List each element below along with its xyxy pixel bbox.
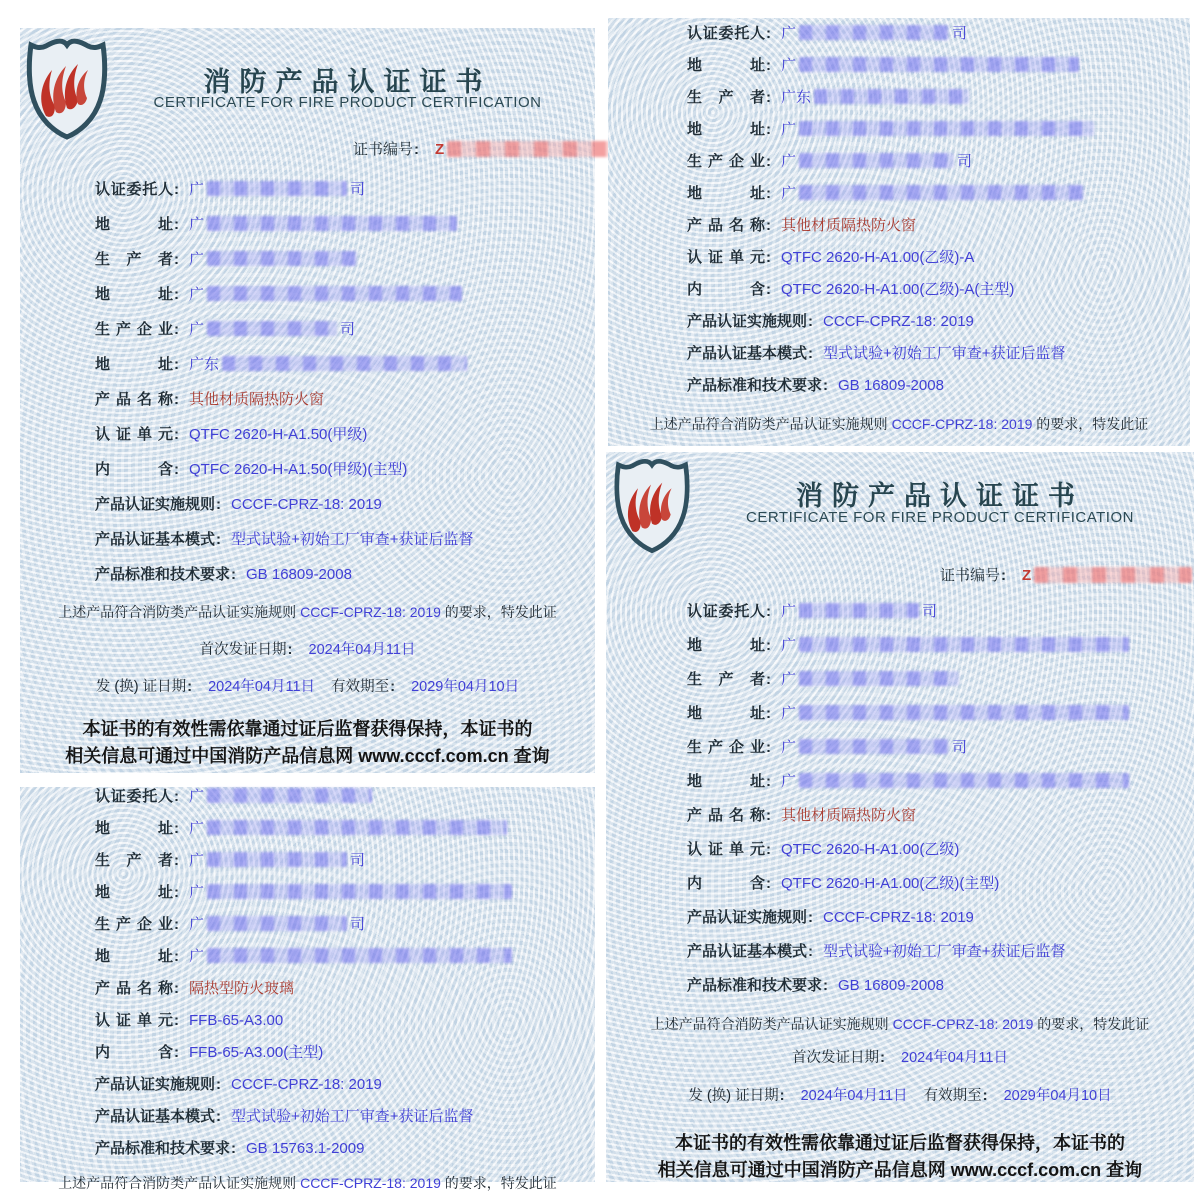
redacted-value-bar	[207, 820, 507, 835]
redacted-value-bar	[799, 671, 959, 686]
certificate-number-prefix: Z	[1022, 567, 1032, 584]
field-row	[95, 1011, 589, 1043]
redacted-value-prefix: 广	[189, 216, 205, 233]
field-row	[687, 152, 1184, 184]
colon: :	[216, 1076, 222, 1093]
footer-line-1: 本证书的有效性需依靠通过证后监督获得保持，本证书的	[82, 719, 533, 739]
certificate-footer	[20, 716, 595, 770]
reissue-date: 2024年04月11日	[800, 1088, 908, 1104]
colon: :	[766, 875, 771, 892]
redacted-value-bar	[799, 185, 1084, 200]
field-value: QTFC 2620-H-A1.00(乙级)	[781, 841, 960, 858]
redacted-value-bar	[799, 705, 1129, 720]
field-row	[687, 184, 1184, 216]
field-row	[687, 376, 1184, 408]
colon: :	[174, 852, 179, 869]
redacted-value-bar	[207, 948, 512, 963]
statement-rule: CCCF-CPRZ-18: 2019	[891, 416, 1033, 432]
field-label: 产品认证实施规则	[687, 313, 808, 330]
redacted-value-bar	[799, 25, 949, 40]
field-row	[687, 636, 1188, 670]
statement-post: 的要求，特发此证	[444, 1175, 557, 1191]
first-issue-label: 首次发证日期	[199, 642, 287, 658]
footer-line-1: 本证书的有效性需依靠通过证后监督获得保持，本证书的	[675, 1133, 1125, 1153]
field-value: 其他材质隔热防火窗	[781, 807, 917, 824]
colon: :	[174, 916, 179, 933]
field-row	[687, 120, 1184, 152]
redacted-value-prefix: 广	[189, 852, 205, 869]
colon: :	[766, 57, 771, 74]
certificate-bottom-right	[606, 452, 1194, 1182]
colon: :	[766, 25, 771, 42]
compliance-statement	[608, 414, 1190, 434]
field-row	[687, 942, 1188, 976]
field-label: 认证委托人	[687, 25, 765, 42]
footer-line-2: 相关信息可通过中国消防产品信息网 www.cccf.com.cn 查询	[65, 746, 550, 766]
field-row	[95, 1139, 589, 1171]
certificate-number-label: 证书编号	[353, 141, 414, 158]
redacted-certificate-number	[1034, 567, 1192, 583]
field-label: 认证单元	[95, 426, 173, 443]
colon: :	[174, 391, 179, 408]
field-row	[95, 425, 589, 460]
redacted-value-prefix: 广	[781, 739, 797, 756]
field-label: 产品名称	[95, 980, 173, 997]
redacted-value-bar	[207, 251, 357, 266]
field-row	[95, 565, 589, 600]
colon: :	[174, 286, 179, 303]
field-value: CCCF-CPRZ-18: 2019	[231, 1076, 382, 1093]
field-list	[95, 180, 589, 600]
field-row	[95, 285, 589, 320]
field-label: 认证单元	[687, 841, 765, 858]
certificate-number-label: 证书编号	[940, 567, 1001, 584]
colon: :	[766, 671, 771, 688]
colon: :	[779, 1087, 785, 1104]
field-value: 其他材质隔热防火窗	[781, 217, 917, 234]
field-label: 内含	[687, 875, 765, 892]
colon: :	[766, 281, 771, 298]
field-label: 产品名称	[687, 217, 765, 234]
field-label: 地址	[687, 705, 765, 722]
certificate-title: 消防产品认证证书	[796, 481, 1084, 511]
statement-pre: 上述产品符合消防类产品认证实施规则	[650, 1016, 889, 1032]
reissue-label: 发 (换) 证日期	[95, 679, 187, 695]
field-value: QTFC 2620-H-A1.50(甲级)(主型)	[189, 461, 408, 478]
compliance-statement	[20, 1173, 595, 1193]
colon: :	[231, 566, 237, 583]
colon: :	[766, 807, 771, 824]
field-label: 产品认证基本模式	[95, 1108, 216, 1125]
field-value: CCCF-CPRZ-18: 2019	[823, 313, 974, 330]
colon: :	[174, 980, 179, 997]
field-label: 地址	[95, 216, 173, 233]
redacted-value-prefix: 广	[189, 948, 205, 965]
colon: :	[216, 1108, 222, 1125]
redacted-value-prefix: 广	[189, 321, 205, 338]
redacted-value-prefix: 广	[781, 637, 797, 654]
field-value: 型式试验+初始工厂审查+获证后监督	[231, 531, 474, 548]
certificate-footer	[606, 1130, 1194, 1184]
redacted-value-bar	[207, 181, 347, 196]
statement-post: 的要求，特发此证	[1036, 416, 1149, 432]
compliance-statement	[20, 602, 595, 622]
redacted-value-bar	[207, 788, 372, 803]
colon: :	[216, 496, 222, 513]
redacted-value-suffix: 司	[952, 25, 968, 42]
field-label: 地址	[687, 773, 765, 790]
certificate-subtitle: CERTIFICATE FOR FIRE PRODUCT CERTIFICATION	[746, 509, 1134, 526]
colon: :	[1001, 567, 1007, 584]
colon: :	[766, 249, 771, 266]
field-label: 认证委托人	[95, 788, 173, 805]
field-row	[95, 1043, 589, 1075]
field-value: QTFC 2620-H-A1.00(乙级)-A	[781, 249, 975, 266]
colon: :	[174, 321, 179, 338]
colon: :	[766, 739, 771, 756]
colon: :	[808, 909, 814, 926]
field-label: 产品名称	[687, 807, 765, 824]
field-label: 生产企业	[687, 739, 765, 756]
redacted-value-bar	[207, 321, 337, 336]
redacted-value-suffix: 司	[340, 321, 356, 338]
field-label: 内含	[95, 461, 173, 478]
redacted-value-suffix: 司	[350, 852, 366, 869]
field-value: CCCF-CPRZ-18: 2019	[823, 909, 974, 926]
field-label: 认证单元	[687, 249, 765, 266]
field-value: FFB-65-A3.00	[189, 1012, 284, 1029]
colon: :	[174, 426, 179, 443]
redacted-value-prefix: 广	[189, 181, 205, 198]
field-row	[687, 976, 1188, 1010]
certificate-number-line	[353, 138, 615, 159]
field-row	[687, 806, 1188, 840]
first-issue-dateline	[606, 1046, 1194, 1067]
statement-pre: 上述产品符合消防类产品认证实施规则	[58, 604, 297, 620]
field-row	[95, 915, 589, 947]
field-label: 产品认证基本模式	[95, 531, 216, 548]
field-row	[687, 88, 1184, 120]
field-value: QTFC 2620-H-A1.50(甲级)	[189, 426, 368, 443]
field-label: 地址	[95, 884, 173, 901]
field-value: GB 16809-2008	[838, 377, 944, 394]
redacted-value-prefix: 广	[781, 603, 797, 620]
field-row	[95, 320, 589, 355]
field-row	[95, 1107, 589, 1139]
redacted-certificate-number	[447, 141, 612, 157]
colon: :	[766, 637, 771, 654]
certificate-number-line	[940, 564, 1195, 585]
certificate-subtitle: CERTIFICATE FOR FIRE PRODUCT CERTIFICATION	[153, 94, 542, 111]
redacted-value-prefix: 广东	[189, 356, 220, 373]
field-list	[95, 787, 589, 1171]
colon: :	[823, 977, 829, 994]
field-row	[95, 947, 589, 979]
redacted-value-bar	[799, 153, 954, 168]
redacted-value-bar	[207, 286, 462, 301]
field-label: 生产者	[687, 671, 765, 688]
redacted-value-prefix: 广	[781, 705, 797, 722]
redacted-value-bar	[799, 603, 919, 618]
field-label: 产品认证实施规则	[95, 496, 216, 513]
field-label: 地址	[95, 356, 173, 373]
colon: :	[766, 153, 771, 170]
field-label: 产品标准和技术要求	[95, 1140, 231, 1157]
field-row	[687, 670, 1188, 704]
field-row	[95, 787, 589, 819]
field-row	[95, 530, 589, 565]
field-row	[95, 460, 589, 495]
redacted-value-prefix: 广	[189, 820, 205, 837]
field-row	[687, 216, 1184, 248]
reissue-dateline	[20, 675, 595, 696]
field-row	[95, 390, 589, 425]
colon: :	[766, 185, 771, 202]
certificate-top-right	[608, 18, 1190, 446]
colon: :	[231, 1140, 237, 1157]
field-row	[95, 250, 589, 285]
redacted-value-prefix: 广	[781, 153, 797, 170]
field-row	[687, 738, 1188, 772]
colon: :	[766, 841, 771, 858]
colon: :	[766, 217, 771, 234]
field-label: 地址	[687, 637, 765, 654]
certificate-bottom-left	[20, 787, 595, 1191]
field-row	[95, 1075, 589, 1107]
field-value: 型式试验+初始工厂审查+获证后监督	[823, 943, 1066, 960]
field-label: 产品认证实施规则	[687, 909, 808, 926]
redacted-value-bar	[207, 916, 347, 931]
field-label: 生产者	[95, 251, 173, 268]
redacted-value-prefix: 广	[781, 773, 797, 790]
redacted-value-bar	[799, 739, 949, 754]
colon: :	[808, 345, 814, 362]
field-row	[687, 24, 1184, 56]
field-label: 认证单元	[95, 1012, 173, 1029]
field-row	[687, 280, 1184, 312]
field-label: 地址	[687, 121, 765, 138]
valid-until-date: 2029年04月10日	[1003, 1088, 1112, 1104]
field-label: 生产企业	[95, 916, 173, 933]
colon: :	[187, 678, 193, 695]
field-row	[687, 908, 1188, 942]
field-value: QTFC 2620-H-A1.00(乙级)(主型)	[781, 875, 1000, 892]
colon: :	[982, 1087, 988, 1104]
field-label: 内含	[95, 1044, 173, 1061]
redacted-value-bar	[814, 89, 969, 104]
redacted-value-suffix: 司	[957, 153, 973, 170]
redacted-value-prefix: 广	[781, 185, 797, 202]
colon: :	[174, 216, 179, 233]
field-label: 产品标准和技术要求	[95, 566, 231, 583]
field-label: 地址	[95, 286, 173, 303]
field-row	[687, 840, 1188, 874]
certificate-number-prefix: Z	[435, 141, 445, 158]
colon: :	[766, 89, 771, 106]
valid-until-date: 2029年04月10日	[411, 679, 520, 695]
field-row	[687, 56, 1184, 88]
redacted-value-prefix: 广	[189, 884, 205, 901]
redacted-value-suffix: 司	[952, 739, 968, 756]
certificate-top-left	[20, 28, 595, 773]
statement-pre: 上述产品符合消防类产品认证实施规则	[58, 1175, 297, 1191]
field-value: FFB-65-A3.00(主型)	[189, 1044, 324, 1061]
field-value: GB 16809-2008	[838, 977, 944, 994]
field-row	[687, 602, 1188, 636]
field-list	[687, 24, 1184, 408]
colon: :	[414, 141, 420, 158]
redacted-value-prefix: 广	[189, 251, 205, 268]
fire-shield-logo-icon	[610, 456, 694, 554]
redacted-value-bar	[207, 216, 457, 231]
colon: :	[174, 251, 179, 268]
field-label: 生产企业	[95, 321, 173, 338]
field-value: 型式试验+初始工厂审查+获证后监督	[231, 1108, 474, 1125]
statement-rule: CCCF-CPRZ-18: 2019	[892, 1016, 1034, 1032]
field-label: 认证委托人	[687, 603, 765, 620]
field-label: 产品认证基本模式	[687, 345, 808, 362]
redacted-value-prefix: 广东	[781, 89, 812, 106]
redacted-value-bar	[222, 356, 467, 371]
first-issue-label: 首次发证日期	[792, 1050, 880, 1066]
field-label: 产品认证基本模式	[687, 943, 808, 960]
valid-until-label: 有效期至	[331, 679, 390, 695]
field-label: 产品标准和技术要求	[687, 377, 823, 394]
colon: :	[174, 356, 179, 373]
colon: :	[174, 788, 179, 805]
reissue-date: 2024年04月11日	[208, 679, 316, 695]
colon: :	[766, 773, 771, 790]
field-row	[687, 874, 1188, 908]
field-row	[95, 883, 589, 915]
colon: :	[880, 1049, 886, 1066]
redacted-value-prefix: 广	[781, 57, 797, 74]
field-label: 内含	[687, 281, 765, 298]
field-label: 生产者	[95, 852, 173, 869]
redacted-value-prefix: 广	[781, 121, 797, 138]
field-row	[95, 180, 589, 215]
field-row	[95, 819, 589, 851]
colon: :	[766, 121, 771, 138]
redacted-value-prefix: 广	[781, 671, 797, 688]
first-issue-date: 2024年04月11日	[308, 642, 416, 658]
field-row	[687, 772, 1188, 806]
redacted-value-suffix: 司	[350, 916, 366, 933]
field-row	[95, 979, 589, 1011]
redacted-value-prefix: 广	[189, 788, 205, 805]
first-issue-date: 2024年04月11日	[901, 1050, 1008, 1066]
certificate-title: 消防产品认证证书	[203, 67, 492, 97]
colon: :	[808, 313, 814, 330]
field-label: 地址	[687, 57, 765, 74]
field-value: 其他材质隔热防火窗	[189, 391, 325, 408]
redacted-value-bar	[207, 884, 512, 899]
statement-post: 的要求，特发此证	[1037, 1016, 1150, 1032]
colon: :	[174, 181, 179, 198]
redacted-value-bar	[207, 852, 347, 867]
redacted-value-bar	[799, 57, 1079, 72]
colon: :	[174, 1012, 179, 1029]
field-list	[687, 602, 1188, 1010]
field-row	[95, 851, 589, 883]
compliance-statement	[606, 1014, 1194, 1034]
colon: :	[174, 948, 179, 965]
field-value: CCCF-CPRZ-18: 2019	[231, 496, 382, 513]
field-value: 型式试验+初始工厂审查+获证后监督	[823, 345, 1066, 362]
redacted-value-suffix: 司	[350, 181, 366, 198]
statement-pre: 上述产品符合消防类产品认证实施规则	[649, 416, 888, 432]
footer-line-2: 相关信息可通过中国消防产品信息网 www.cccf.com.cn 查询	[657, 1160, 1143, 1180]
colon: :	[390, 678, 396, 695]
field-value: QTFC 2620-H-A1.00(乙级)-A(主型)	[781, 281, 1015, 298]
field-label: 认证委托人	[95, 181, 173, 198]
colon: :	[174, 820, 179, 837]
redacted-value-bar	[799, 773, 1129, 788]
field-value: 隔热型防火玻璃	[189, 980, 295, 997]
field-row	[95, 495, 589, 530]
field-row	[95, 215, 589, 250]
field-label: 生产企业	[687, 153, 765, 170]
redacted-value-suffix: 司	[922, 603, 938, 620]
colon: :	[174, 884, 179, 901]
first-issue-dateline	[20, 638, 595, 659]
field-value: GB 15763.1-2009	[246, 1140, 365, 1157]
field-label: 生产者	[687, 89, 765, 106]
colon: :	[287, 641, 293, 658]
redacted-value-prefix: 广	[781, 25, 797, 42]
redacted-value-bar	[799, 121, 1094, 136]
colon: :	[766, 705, 771, 722]
field-label: 地址	[687, 185, 765, 202]
statement-rule: CCCF-CPRZ-18: 2019	[300, 1175, 441, 1191]
field-label: 产品名称	[95, 391, 173, 408]
colon: :	[174, 461, 179, 478]
reissue-dateline	[606, 1084, 1194, 1105]
field-label: 产品标准和技术要求	[687, 977, 823, 994]
field-row	[95, 355, 589, 390]
field-row	[687, 704, 1188, 738]
reissue-label: 发 (换) 证日期	[688, 1088, 779, 1104]
field-label: 地址	[95, 948, 173, 965]
colon: :	[808, 943, 814, 960]
redacted-value-prefix: 广	[189, 916, 205, 933]
redacted-value-bar	[799, 637, 1129, 652]
field-row	[687, 344, 1184, 376]
fire-shield-logo-icon	[22, 36, 112, 140]
colon: :	[174, 1044, 179, 1061]
colon: :	[823, 377, 829, 394]
field-value: GB 16809-2008	[246, 566, 352, 583]
statement-rule: CCCF-CPRZ-18: 2019	[300, 604, 441, 620]
field-row	[687, 248, 1184, 280]
field-label: 产品认证实施规则	[95, 1076, 216, 1093]
redacted-value-prefix: 广	[189, 286, 205, 303]
field-label: 地址	[95, 820, 173, 837]
colon: :	[766, 603, 771, 620]
field-row	[687, 312, 1184, 344]
valid-until-label: 有效期至	[923, 1088, 982, 1104]
colon: :	[216, 531, 222, 548]
statement-post: 的要求，特发此证	[444, 604, 557, 620]
